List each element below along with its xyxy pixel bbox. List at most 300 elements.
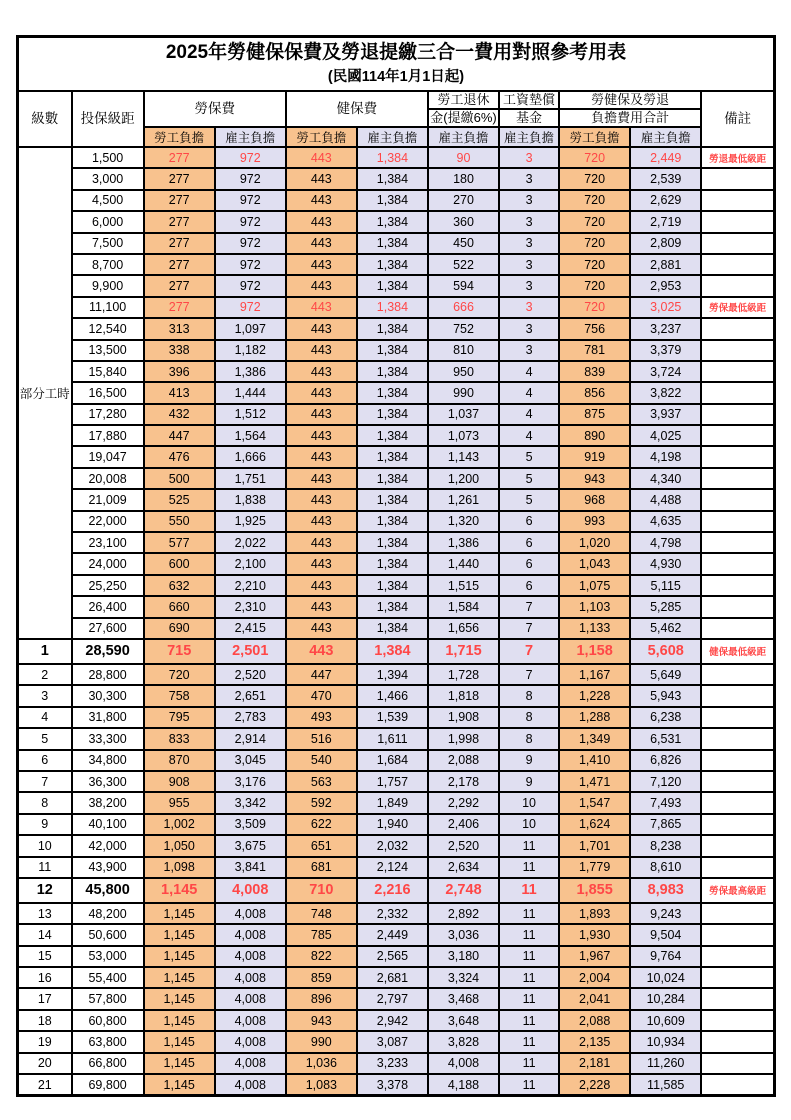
value-cell: 2,520 [215, 664, 286, 685]
table-row [18, 707, 775, 728]
subheader-health-employee: 勞工負擔 [286, 127, 357, 147]
value-cell: 493 [286, 707, 357, 728]
value-cell: 1,444 [215, 382, 286, 403]
bracket-cell: 66,800 [72, 1053, 144, 1074]
table-row [18, 211, 775, 232]
value-cell: 2,809 [630, 233, 701, 254]
table-row [18, 924, 775, 945]
value-cell: 4,008 [215, 1074, 286, 1096]
value-cell: 443 [286, 468, 357, 489]
value-cell: 1,925 [215, 511, 286, 532]
value-cell: 3 [499, 147, 559, 168]
table-row [18, 988, 775, 1009]
value-cell: 1,083 [286, 1074, 357, 1096]
bracket-cell: 21,009 [72, 489, 144, 510]
value-cell: 720 [559, 168, 630, 189]
value-cell: 443 [286, 297, 357, 318]
table-row [18, 903, 775, 924]
header-pension-line2: 金(提繳6%) [428, 109, 499, 127]
value-cell: 822 [286, 946, 357, 967]
value-cell: 1,893 [559, 903, 630, 924]
value-cell: 6 [499, 575, 559, 596]
value-cell: 11 [499, 878, 559, 903]
value-cell: 1,384 [357, 233, 428, 254]
table-body [18, 147, 775, 1096]
value-cell: 4 [499, 425, 559, 446]
reference-sheet [16, 35, 776, 1097]
value-cell: 2,942 [357, 1010, 428, 1031]
subheader-labor-employer: 雇主負擔 [215, 127, 286, 147]
value-cell: 4,340 [630, 468, 701, 489]
value-cell: 5,649 [630, 664, 701, 685]
note-cell [701, 340, 774, 361]
value-cell: 2,178 [428, 771, 499, 792]
value-cell: 1,384 [357, 190, 428, 211]
value-cell: 9,243 [630, 903, 701, 924]
value-cell: 1,624 [559, 814, 630, 835]
subheader-health-employer: 雇主負擔 [357, 127, 428, 147]
bracket-cell: 34,800 [72, 750, 144, 771]
value-cell: 2,449 [357, 924, 428, 945]
bracket-cell: 26,400 [72, 596, 144, 617]
value-cell: 1,849 [357, 792, 428, 813]
value-cell: 756 [559, 318, 630, 339]
subheader-total-employee: 勞工負擔 [559, 127, 630, 147]
note-cell [701, 425, 774, 446]
value-cell: 7,865 [630, 814, 701, 835]
note-cell: 健保最低級距 [701, 639, 774, 664]
value-cell: 443 [286, 254, 357, 275]
value-cell: 2,124 [357, 857, 428, 878]
note-cell [701, 1031, 774, 1052]
value-cell: 1,145 [144, 946, 215, 967]
value-cell: 3,233 [357, 1053, 428, 1074]
value-cell: 540 [286, 750, 357, 771]
value-cell: 443 [286, 318, 357, 339]
value-cell: 720 [559, 297, 630, 318]
value-cell: 990 [428, 382, 499, 403]
value-cell: 1,384 [357, 532, 428, 553]
value-cell: 3 [499, 297, 559, 318]
note-cell: 勞保最高級距 [701, 878, 774, 903]
value-cell: 10,934 [630, 1031, 701, 1052]
value-cell: 277 [144, 275, 215, 296]
value-cell: 3 [499, 211, 559, 232]
bracket-cell: 23,100 [72, 532, 144, 553]
table-row [18, 771, 775, 792]
bracket-cell: 50,600 [72, 924, 144, 945]
bracket-cell: 45,800 [72, 878, 144, 903]
note-cell [701, 211, 774, 232]
value-cell: 2,914 [215, 728, 286, 749]
value-cell: 1,384 [357, 553, 428, 574]
value-cell: 5,943 [630, 685, 701, 706]
value-cell: 270 [428, 190, 499, 211]
bracket-cell: 9,900 [72, 275, 144, 296]
bracket-cell: 27,600 [72, 618, 144, 639]
level-cell: 15 [18, 946, 72, 967]
value-cell: 1,684 [357, 750, 428, 771]
bracket-cell: 57,800 [72, 988, 144, 1009]
bracket-cell: 4,500 [72, 190, 144, 211]
value-cell: 3 [499, 233, 559, 254]
value-cell: 972 [215, 147, 286, 168]
value-cell: 516 [286, 728, 357, 749]
table-row [18, 967, 775, 988]
value-cell: 1,167 [559, 664, 630, 685]
value-cell: 413 [144, 382, 215, 403]
value-cell: 2,953 [630, 275, 701, 296]
table-row [18, 489, 775, 510]
value-cell: 1,097 [215, 318, 286, 339]
bracket-cell: 38,200 [72, 792, 144, 813]
subheader-total-employer: 雇主負擔 [630, 127, 701, 147]
bracket-cell: 1,500 [72, 147, 144, 168]
level-cell: 18 [18, 1010, 72, 1031]
value-cell: 1,728 [428, 664, 499, 685]
value-cell: 3,087 [357, 1031, 428, 1052]
header-total-line2: 負擔費用合計 [559, 109, 701, 127]
bracket-cell: 28,800 [72, 664, 144, 685]
table-row [18, 511, 775, 532]
value-cell: 1,384 [357, 211, 428, 232]
value-cell: 4,008 [215, 967, 286, 988]
value-cell: 1,384 [357, 297, 428, 318]
note-cell [701, 924, 774, 945]
value-cell: 993 [559, 511, 630, 532]
value-cell: 7,120 [630, 771, 701, 792]
table-row [18, 1053, 775, 1074]
note-cell [701, 275, 774, 296]
table-row [18, 233, 775, 254]
value-cell: 2,881 [630, 254, 701, 275]
bracket-cell: 7,500 [72, 233, 144, 254]
value-cell: 1,584 [428, 596, 499, 617]
bracket-cell: 11,100 [72, 297, 144, 318]
value-cell: 720 [144, 664, 215, 685]
table-row [18, 532, 775, 553]
level-cell: 12 [18, 878, 72, 903]
value-cell: 1,701 [559, 835, 630, 856]
value-cell: 681 [286, 857, 357, 878]
level-cell: 6 [18, 750, 72, 771]
value-cell: 2,415 [215, 618, 286, 639]
value-cell: 2,797 [357, 988, 428, 1009]
value-cell: 3,342 [215, 792, 286, 813]
value-cell: 1,779 [559, 857, 630, 878]
bracket-cell: 30,300 [72, 685, 144, 706]
value-cell: 277 [144, 233, 215, 254]
value-cell: 9 [499, 750, 559, 771]
value-cell: 1,564 [215, 425, 286, 446]
value-cell: 4,488 [630, 489, 701, 510]
value-cell: 5 [499, 468, 559, 489]
value-cell: 2,783 [215, 707, 286, 728]
value-cell: 1,466 [357, 685, 428, 706]
bracket-cell: 63,800 [72, 1031, 144, 1052]
note-cell [701, 771, 774, 792]
value-cell: 3,937 [630, 404, 701, 425]
bracket-cell: 16,500 [72, 382, 144, 403]
value-cell: 4,008 [215, 903, 286, 924]
value-cell: 3,648 [428, 1010, 499, 1031]
page-title: 2025年勞健保保費及勞退提繳三合一費用對照參考用表 [165, 42, 627, 63]
value-cell: 2,681 [357, 967, 428, 988]
note-cell [701, 946, 774, 967]
value-cell: 955 [144, 792, 215, 813]
table-row [18, 728, 775, 749]
value-cell: 785 [286, 924, 357, 945]
value-cell: 3 [499, 254, 559, 275]
value-cell: 7 [499, 596, 559, 617]
value-cell: 4,798 [630, 532, 701, 553]
value-cell: 1,386 [428, 532, 499, 553]
value-cell: 443 [286, 446, 357, 467]
value-cell: 1,384 [357, 340, 428, 361]
note-cell [701, 596, 774, 617]
header-wage-fund-line2: 基金 [499, 109, 559, 127]
value-cell: 1,410 [559, 750, 630, 771]
note-cell: 勞退最低級距 [701, 147, 774, 168]
value-cell: 432 [144, 404, 215, 425]
note-cell: 勞保最低級距 [701, 297, 774, 318]
note-cell [701, 361, 774, 382]
value-cell: 9,504 [630, 924, 701, 945]
value-cell: 10,609 [630, 1010, 701, 1031]
value-cell: 3,237 [630, 318, 701, 339]
value-cell: 968 [559, 489, 630, 510]
note-cell [701, 190, 774, 211]
value-cell: 720 [559, 211, 630, 232]
note-cell [701, 750, 774, 771]
note-cell [701, 792, 774, 813]
value-cell: 3 [499, 318, 559, 339]
table-row [18, 664, 775, 685]
value-cell: 396 [144, 361, 215, 382]
header-bracket: 投保級距 [72, 91, 144, 147]
bracket-cell: 20,008 [72, 468, 144, 489]
value-cell: 972 [215, 190, 286, 211]
value-cell: 2,100 [215, 553, 286, 574]
level-cell: 19 [18, 1031, 72, 1052]
table-row [18, 168, 775, 189]
table-row [18, 553, 775, 574]
value-cell: 600 [144, 553, 215, 574]
value-cell: 1,656 [428, 618, 499, 639]
value-cell: 1,384 [357, 168, 428, 189]
table-row [18, 147, 775, 168]
value-cell: 90 [428, 147, 499, 168]
value-cell: 1,471 [559, 771, 630, 792]
value-cell: 443 [286, 575, 357, 596]
table-row [18, 814, 775, 835]
value-cell: 666 [428, 297, 499, 318]
value-cell: 1,394 [357, 664, 428, 685]
value-cell: 3,378 [357, 1074, 428, 1096]
value-cell: 1,145 [144, 1010, 215, 1031]
value-cell: 7 [499, 664, 559, 685]
value-cell: 1,384 [357, 318, 428, 339]
value-cell: 1,145 [144, 1074, 215, 1096]
value-cell: 11,585 [630, 1074, 701, 1096]
table-row [18, 835, 775, 856]
value-cell: 1,288 [559, 707, 630, 728]
table-row [18, 340, 775, 361]
value-cell: 972 [215, 211, 286, 232]
value-cell: 3 [499, 168, 559, 189]
table-title-block [18, 37, 775, 92]
table-row [18, 382, 775, 403]
note-cell [701, 318, 774, 339]
value-cell: 1,384 [357, 404, 428, 425]
value-cell: 7 [499, 639, 559, 664]
value-cell: 1,158 [559, 639, 630, 664]
value-cell: 990 [286, 1031, 357, 1052]
value-cell: 1,050 [144, 835, 215, 856]
bracket-cell: 69,800 [72, 1074, 144, 1096]
value-cell: 5,285 [630, 596, 701, 617]
value-cell: 710 [286, 878, 357, 903]
header-wage-fund-line1: 工資墊償 [499, 91, 559, 109]
value-cell: 2,892 [428, 903, 499, 924]
bracket-cell: 22,000 [72, 511, 144, 532]
value-cell: 6 [499, 532, 559, 553]
value-cell: 4,930 [630, 553, 701, 574]
value-cell: 443 [286, 382, 357, 403]
value-cell: 2,088 [428, 750, 499, 771]
header-health-insurance: 健保費 [286, 91, 428, 127]
value-cell: 443 [286, 275, 357, 296]
value-cell: 11 [499, 1074, 559, 1096]
table-row [18, 750, 775, 771]
value-cell: 8,238 [630, 835, 701, 856]
value-cell: 4,198 [630, 446, 701, 467]
value-cell: 2,651 [215, 685, 286, 706]
value-cell: 5,608 [630, 639, 701, 664]
value-cell: 2,292 [428, 792, 499, 813]
value-cell: 10,024 [630, 967, 701, 988]
value-cell: 3 [499, 190, 559, 211]
bracket-cell: 36,300 [72, 771, 144, 792]
bracket-cell: 12,540 [72, 318, 144, 339]
bracket-cell: 8,700 [72, 254, 144, 275]
value-cell: 839 [559, 361, 630, 382]
value-cell: 443 [286, 596, 357, 617]
value-cell: 11 [499, 1031, 559, 1052]
value-cell: 1,384 [357, 425, 428, 446]
value-cell: 781 [559, 340, 630, 361]
table-row [18, 575, 775, 596]
table-row [18, 1031, 775, 1052]
value-cell: 1,930 [559, 924, 630, 945]
value-cell: 1,384 [357, 254, 428, 275]
value-cell: 1,515 [428, 575, 499, 596]
value-cell: 1,182 [215, 340, 286, 361]
value-cell: 1,967 [559, 946, 630, 967]
value-cell: 5 [499, 489, 559, 510]
value-cell: 715 [144, 639, 215, 664]
value-cell: 443 [286, 233, 357, 254]
note-cell [701, 446, 774, 467]
value-cell: 690 [144, 618, 215, 639]
value-cell: 3,724 [630, 361, 701, 382]
value-cell: 10 [499, 814, 559, 835]
bracket-cell: 17,280 [72, 404, 144, 425]
value-cell: 1,384 [357, 382, 428, 403]
value-cell: 1,908 [428, 707, 499, 728]
value-cell: 2,406 [428, 814, 499, 835]
value-cell: 4 [499, 382, 559, 403]
value-cell: 720 [559, 147, 630, 168]
level-cell: 8 [18, 792, 72, 813]
note-cell [701, 685, 774, 706]
value-cell: 277 [144, 168, 215, 189]
value-cell: 443 [286, 168, 357, 189]
level-cell: 5 [18, 728, 72, 749]
value-cell: 470 [286, 685, 357, 706]
level-cell: 20 [18, 1053, 72, 1074]
level-cell: 1 [18, 639, 72, 664]
table-row [18, 857, 775, 878]
table-row [18, 318, 775, 339]
value-cell: 2,501 [215, 639, 286, 664]
value-cell: 443 [286, 639, 357, 664]
value-cell: 4,008 [215, 878, 286, 903]
value-cell: 4,008 [215, 946, 286, 967]
value-cell: 447 [144, 425, 215, 446]
level-cell: 17 [18, 988, 72, 1009]
value-cell: 443 [286, 511, 357, 532]
subheader-wage-fund-employer: 雇主負擔 [499, 127, 559, 147]
value-cell: 3,468 [428, 988, 499, 1009]
value-cell: 2,088 [559, 1010, 630, 1031]
value-cell: 2,210 [215, 575, 286, 596]
value-cell: 3,025 [630, 297, 701, 318]
value-cell: 277 [144, 147, 215, 168]
value-cell: 1,133 [559, 618, 630, 639]
value-cell: 720 [559, 190, 630, 211]
value-cell: 6,238 [630, 707, 701, 728]
value-cell: 3,841 [215, 857, 286, 878]
value-cell: 443 [286, 404, 357, 425]
bracket-cell: 13,500 [72, 340, 144, 361]
subheader-pension-employer: 雇主負擔 [428, 127, 499, 147]
note-cell [701, 618, 774, 639]
value-cell: 972 [215, 297, 286, 318]
value-cell: 2,004 [559, 967, 630, 988]
value-cell: 443 [286, 190, 357, 211]
value-cell: 443 [286, 361, 357, 382]
header-labor-insurance: 勞保費 [144, 91, 286, 127]
note-cell [701, 967, 774, 988]
value-cell: 11 [499, 857, 559, 878]
value-cell: 8,983 [630, 878, 701, 903]
value-cell: 1,384 [357, 639, 428, 664]
bracket-cell: 19,047 [72, 446, 144, 467]
value-cell: 1,384 [357, 596, 428, 617]
value-cell: 2,748 [428, 878, 499, 903]
value-cell: 1,384 [357, 147, 428, 168]
bracket-cell: 6,000 [72, 211, 144, 232]
level-cell: 4 [18, 707, 72, 728]
value-cell: 1,384 [357, 446, 428, 467]
value-cell: 4,008 [215, 988, 286, 1009]
value-cell: 972 [215, 254, 286, 275]
value-cell: 2,539 [630, 168, 701, 189]
value-cell: 859 [286, 967, 357, 988]
note-cell [701, 575, 774, 596]
value-cell: 277 [144, 211, 215, 232]
